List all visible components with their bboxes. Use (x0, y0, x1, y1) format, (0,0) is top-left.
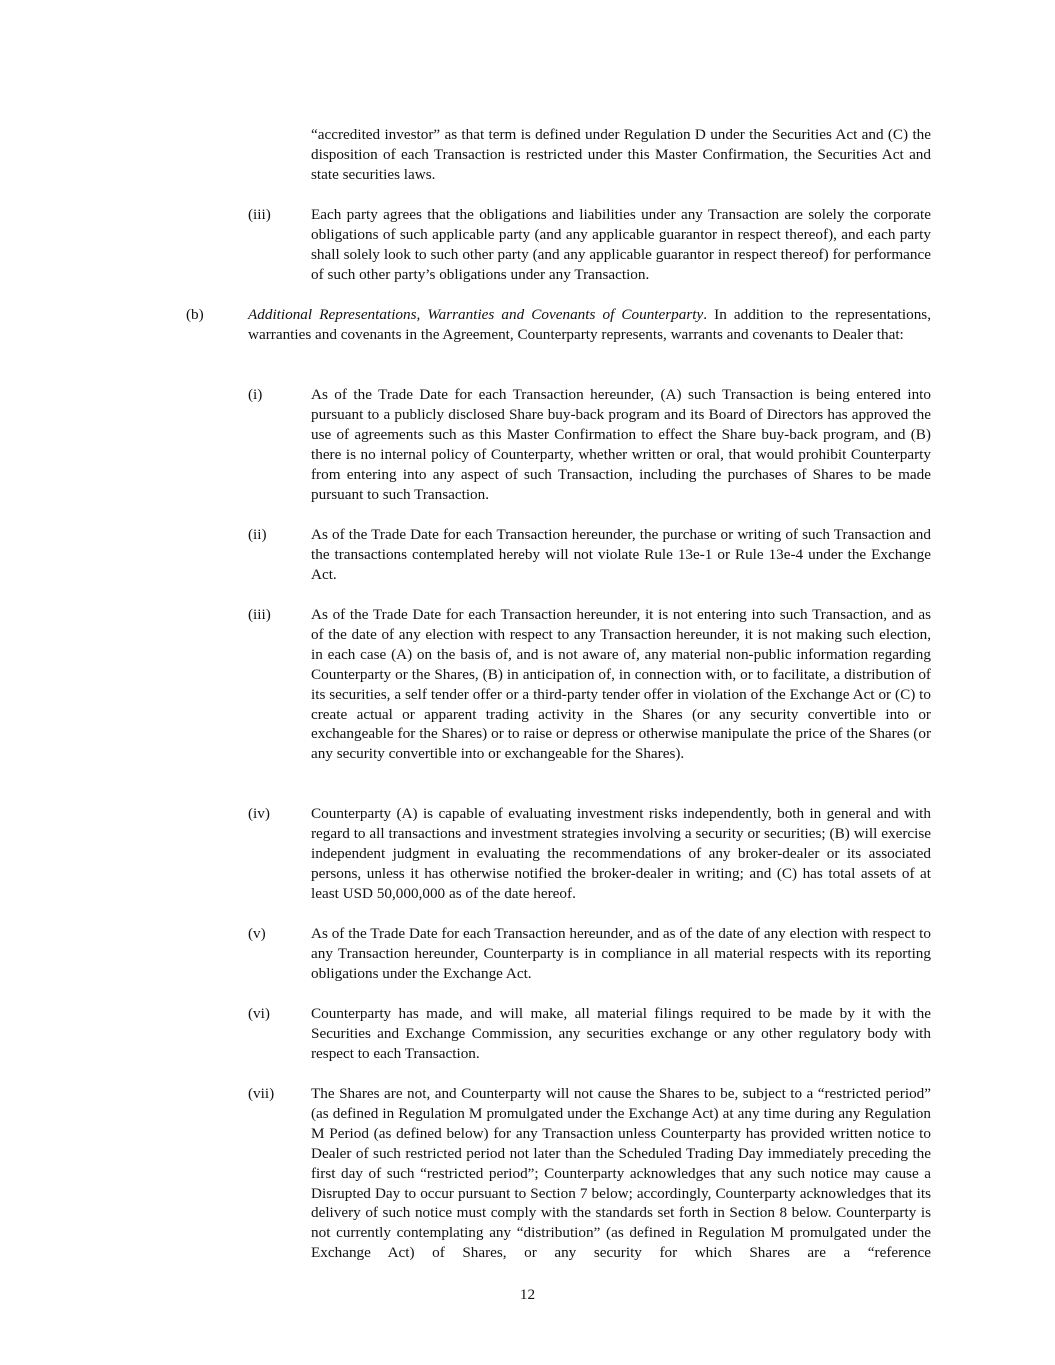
clause-label: (vii) (248, 1085, 275, 1102)
section-heading: Additional Representations, Warranties and Covenants of Counterparty (248, 306, 704, 323)
clause-text: The Shares are not, and Counterparty will not cause the Shares to be, subject to a “restricted period” (as defined in Regulation M promulgated under the Exchange Act) at any time during any Regulation M Period (as defined below) for any Transaction unless Counterparty has provided written notice to Dealer of such restricted period not later than the Scheduled Trading Day immediately preceding the first day of such “restricted period”; Counterparty acknowledges that any such notice may cause a Disrupted Day to occur pursuant to Section 7 below; accordingly, Counterparty acknowledges that its delivery of such notice must comply with the standards set forth in Section 8 below. Counterparty is not currently contemplating any “distribution” (as defined in Regulation M promulgated under the Exchange Act) of Shares, or any security for which Shares are a “reference (311, 1085, 931, 1262)
clause-text: As of the Trade Date for each Transaction hereunder, and as of the date of any election with respect to any Transaction hereunder, Counterparty is in compliance in all material respects with its reporting obligations under the Exchange Act. (311, 925, 931, 982)
clause-text: As of the Trade Date for each Transaction hereunder, the purchase or writing of such Transaction and the transactions contemplated hereby will not violate Rule 13e-1 or Rule 13e-4 under the Exchange Act. (311, 526, 931, 583)
clause-label: (vi) (248, 1005, 270, 1022)
clause-text: As of the Trade Date for each Transaction hereunder, it is not entering into such Transaction, and as of the date of any election with respect to any Transaction hereunder, it is not making such election, in each case (A) on the basis of, and is not aware of, any material non-public information regarding Counterparty or the Shares, (B) in anticipation of, in connection with, or to facilitate, a distribution of its securities, a self tender offer or a third-party tender offer in violation of the Exchange Act or (C) to create actual or apparent trading activity in the Shares (or any security convertible into or exchangeable for the Shares) or to raise or depress or otherwise manipulate the price of the Shares (or any security convertible into or exchangeable for the Shares). (311, 606, 931, 763)
section-intro: . In addition to the representations, warranties and covenants in the Agreement, Counterparty represents, warrants and covenants to Dealer that: (248, 306, 932, 343)
clause-text: Counterparty (A) is capable of evaluating investment risks independently, both in general and with regard to all transactions and investment strategies involving a security or securities; (B) will exercise independent judgment in evaluating the recommendations of any broker-dealer or its associated persons, unless it has otherwise notified the broker-dealer in writing; and (C) has total assets of at least USD 50,000,000 as of the date hereof. (311, 805, 931, 902)
clause-text: As of the Trade Date for each Transaction hereunder, (A) such Transaction is being entered into pursuant to a publicly disclosed Share buy-back program and its Board of Directors has approved the use of agreements such as this Master Confirmation to effect the Share buy-back program, and (B) there is no internal policy of Counterparty, whether written or oral, that would prohibit Counterparty from entering into any aspect of such Transaction, including the purchases of Shares to be made pursuant to such Transaction. (311, 386, 931, 503)
clause-text: Each party agrees that the obligations and liabilities under any Transaction are solely the corporate obligations of such applicable party (and any applicable guarantor in respect thereof), and each party shall solely look to such other party (and any applicable guarantor in respect thereof) for performance of such other party’s obligations under any Transaction. (311, 206, 931, 283)
section-label: (b) (186, 306, 204, 323)
clause-label: (iii) (248, 606, 271, 623)
clause-label: (v) (248, 925, 266, 942)
continuation-paragraph: “accredited investor” as that term is defined under Regulation D under the Securities Act and (C) the disposition of each Transaction is restricted under this Master Confirmation, the Securities Act and state securities laws. (311, 126, 931, 183)
clause-label: (iv) (248, 805, 270, 822)
clause-text: Counterparty has made, and will make, all material filings required to be made by it with the Securities and Exchange Commission, any securities exchange or any other regulatory body with respect to each Transaction. (311, 1005, 931, 1062)
clause-label: (i) (248, 386, 263, 403)
page-number: 12 (519, 1286, 536, 1303)
clause-label: (iii) (248, 206, 271, 223)
clause-label: (ii) (248, 526, 267, 543)
section-paragraph (248, 305, 931, 345)
